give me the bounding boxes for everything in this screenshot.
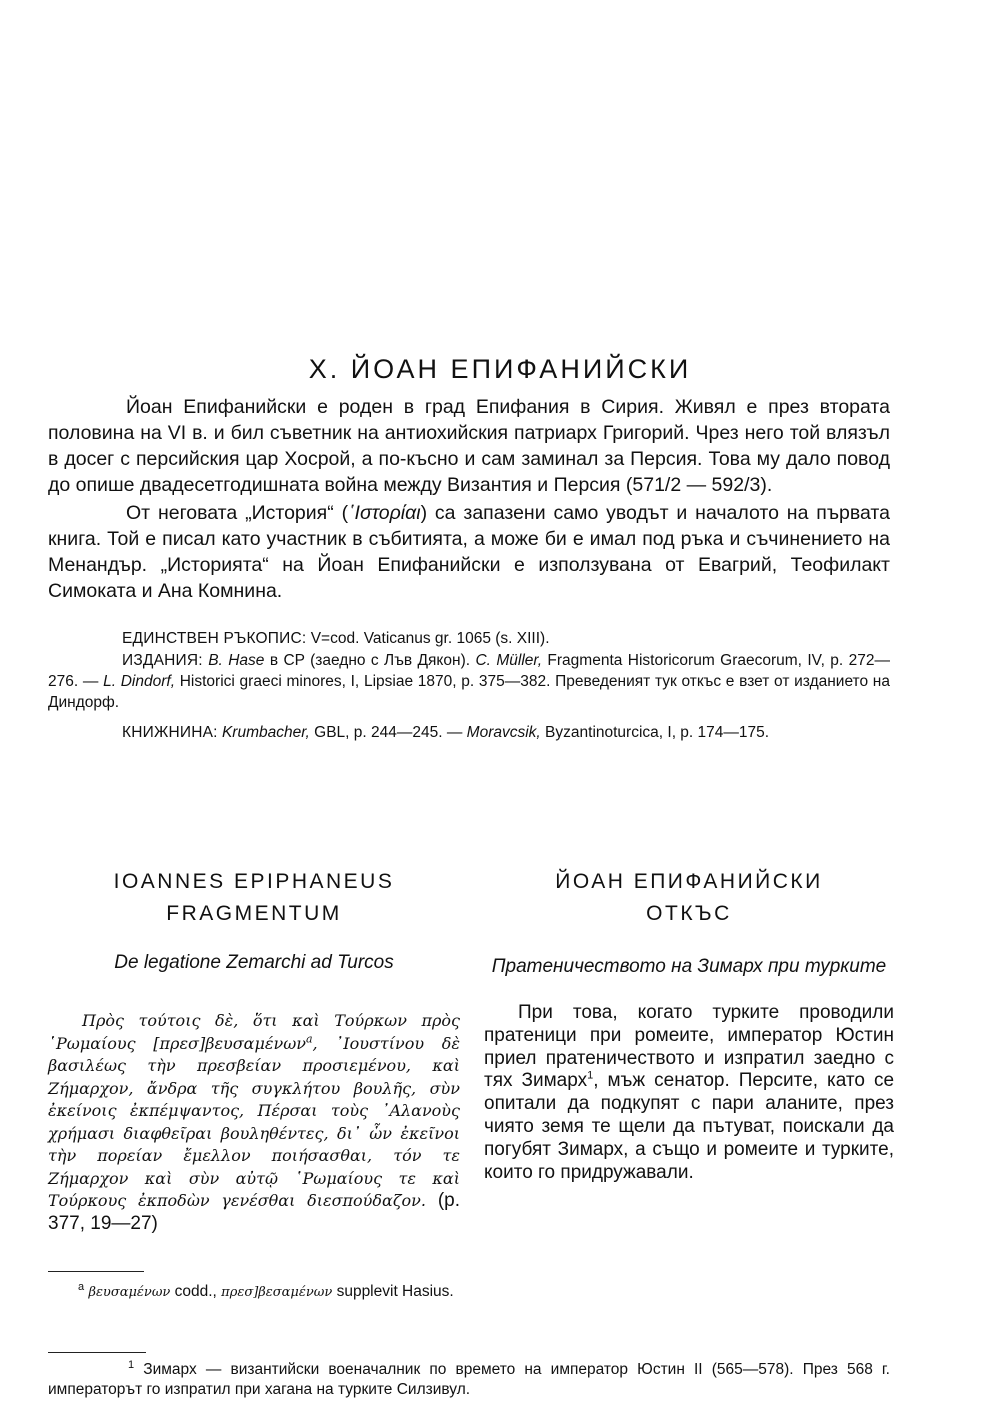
bib-literature-text-1: GBL, p. 244—245. — (309, 724, 467, 741)
footnote-a (48, 1282, 468, 1303)
intro-p2-start: От неговата „История“ ( (126, 502, 349, 524)
bib-editions-text-2: Fragmenta Historicorum Graecorum, IV, p. 272—276. — (48, 652, 890, 690)
bib-editions-text-1: в CP (заедно с Лъв Дякон). (264, 652, 476, 669)
greek-original-column (48, 866, 460, 1235)
bib-editions-author-1: B. Hase (208, 652, 265, 669)
footnote-1 (48, 1360, 890, 1400)
greek-text-part-2: , ᾿Ιουστίνου δὲ βασιλέως τὴν πρεσβείαν προσιεμένου, καὶ Ζήμαρχον, ἄνδρα τῆς συγκλήτου βουλῆς, σὺν ἐκείνοις ἐκπέμψαντος, Πέρσαι τοὺς ᾿Αλανοὺς χρήμασι διαφθεῖραι βουληθέντες, δι᾿ ὧν ἐκεῖνοι τὴν πορείαν ἔμελλον ποιήσασθαι, τόν τε Ζήμαρχον καὶ σὺν αὐτῷ ῾Ρωμαίους τε καὶ Τούρκους ἐκποδὼν γενέσθαι διεσπούδαζον. (48, 1033, 460, 1210)
bib-literature-text-2: Byzantinoturcica, I, p. 174—175. (540, 724, 770, 741)
bib-editions-text-3: Historici graeci minores, I, Lipsiae 1870, p. 375—382. Преведеният тук откъс е взет от изданието на Диндорф. (48, 673, 890, 711)
bib-literature (48, 722, 890, 743)
footnote-a-text-1: codd., (170, 1283, 222, 1300)
intro-paragraph-1: Йоан Епифанийски е роден в град Епифания в Сирия. Живял е през втората половина на VI в. и бил съветник на антиохийския патриарх Григорий. Чрез него той влязъл в досег с персийския цар Хосрой, а по-късно и сам заминал за Персия. Това му дало повод до опише двадесетгодишната война между Византия и Персия (571/2 — 592/3). (48, 396, 890, 496)
translation-heading-line-2: ОТКЪС (646, 902, 732, 925)
footnote-1-text (48, 1360, 890, 1400)
bib-editions-label: ИЗДАНИЯ: (122, 652, 203, 669)
bib-literature-label: КНИЖНИНА: (122, 724, 218, 741)
greek-column-subtitle: De legatione Zemarchi ad Turcos (114, 952, 394, 973)
translation-text-part-2: , мъж сенатор. Персите, като се опитали да подкупят с пари аланите, през чиято земя те щели да пътуват, поискали да погубят Зимарх, а също и ромеите и турките, които го придружавали. (484, 1070, 895, 1183)
intro-p2-end: ) са запазени само уводът и началото на първата книга. Той е писал като участник в събитията, а може би е имал под ръка и съчинението на Менандър. „Историята“ на Йоан Епифанийски е използувана от Евагрий, Теофилакт Симоката и Ана Комнина. (48, 502, 890, 602)
bib-editions-author-2: C. Müller, (475, 652, 543, 669)
footnote-a-mark: a (78, 1280, 85, 1293)
footnote-a-greek-2: πρεσ]βεσαμένων (221, 1285, 333, 1300)
translation-heading-line-1: ЙОАН ЕПИФАНИЙСКИ (555, 870, 823, 893)
footnote-1-mark: 1 (128, 1358, 135, 1371)
footnote-a-text (48, 1282, 468, 1303)
bib-manuscript-label: ЕДИНСТВЕН РЪКОПИС: (122, 630, 307, 647)
greek-heading-line-2: FRAGMENTUM (166, 902, 342, 925)
greek-column-heading (48, 866, 460, 930)
source-reference: (p. 377, 19—27) (48, 1190, 461, 1234)
intro-paragraph-2 (48, 500, 890, 604)
footnote-marker-1: 1 (587, 1070, 594, 1083)
translation-column-subtitle: Пратеничеството на Зимарх при турките (491, 956, 887, 977)
bib-literature-author-1: Krumbacher, (221, 724, 310, 741)
translation-text (484, 1002, 894, 1184)
chapter-title: X. ЙОАН ЕПИФАНИЙСКИ (308, 354, 692, 385)
translation-column-heading (484, 866, 894, 930)
footnote-1-body: Зимарх — византийски военачалник по времето на император Юстин II (565—578). През 568 г. императорът го изпратил при хагана на турките Силзивул. (48, 1361, 890, 1398)
translation-text-part-1: При това, когато турките проводили пратеници при ромеите, император Юстин приел пратеничеството и изпратил заедно с тях Зимарх (484, 1002, 894, 1092)
bib-editions (48, 650, 890, 713)
footnote-a-greek-1: βευσαμένων (88, 1285, 171, 1300)
bib-editions-author-3: L. Dindorf, (103, 673, 176, 690)
greek-text (48, 1010, 460, 1235)
introduction (48, 394, 890, 604)
footnote-divider-bottom (48, 1352, 146, 1353)
footnote-marker-a: a (305, 1032, 313, 1046)
greek-heading-line-1: IOANNES EPIPHANEUS (113, 870, 395, 893)
bib-literature-author-2: Moravcsik, (466, 724, 541, 741)
footnote-a-text-2: supplevit Hasius. (332, 1283, 454, 1300)
translation-column (484, 866, 894, 1184)
bibliography (48, 628, 890, 743)
intro-p2-greek-title: ῾Ιστορίαι (348, 502, 421, 524)
bib-manuscript-text: V=cod. Vaticanus gr. 1065 (s. XIII). (306, 630, 550, 647)
bib-manuscript (48, 628, 890, 649)
footnote-divider-left (48, 1271, 144, 1272)
greek-text-part-1: Πρὸς τούτοις δὲ, ὅτι καὶ Τούρκων πρὸς ῾Ρωμαίους [πρεσ]βευσαμένων (48, 1011, 460, 1053)
